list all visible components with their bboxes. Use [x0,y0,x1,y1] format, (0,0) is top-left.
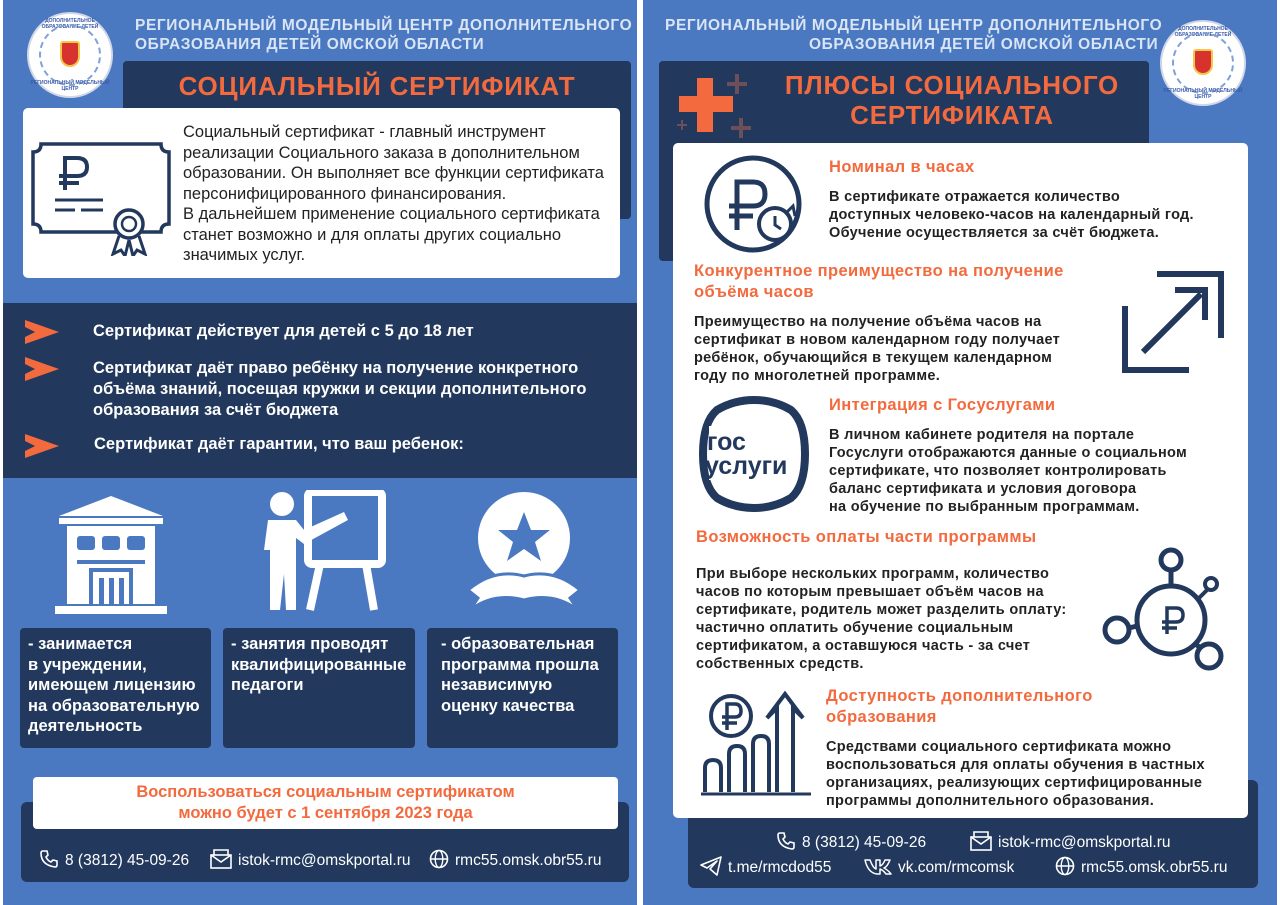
ruble-split-icon [1099,544,1227,681]
logo-top-text: ДОПОЛНИТЕЛЬНОЕ ОБРАЗОВАНИЕ ДЕТЕЙ [1174,26,1232,38]
guarantee-line: оценку качества [441,696,575,715]
benefit-text [694,313,1060,385]
globe-icon [429,849,449,869]
benefit-line: сертификате, родитель может разделить оплату: [696,602,1067,618]
intro-text [183,122,623,266]
benefit-line: ребёнок, обучающийся в текущем календарном [694,350,1053,366]
building-icon [55,494,167,621]
benefit-title-line: Интеграция с Госуслугами [829,396,1056,414]
vk-text: vk.com/rmcomsk [898,859,1015,876]
phone-icon [776,831,796,851]
teacher-board-icon [260,490,386,619]
logo-top-text: ДОПОЛНИТЕЛЬНОЕ ОБРАЗОВАНИЕ ДЕТЕЙ [41,18,99,30]
site-text: rmc55.omsk.obr55.ru [455,852,602,869]
benefit-title [826,686,1093,727]
guarantee-line: деятельность [28,717,143,735]
benefit-line: собственных средств. [696,656,864,672]
benefit-line: доступных человеко-часов на календарный год. [829,207,1194,223]
email-text: istok-rmc@omskportal.ru [238,852,411,869]
phone-text: 8 (3812) 45-09-26 [802,834,927,851]
guarantee-line: квалифицированные [231,655,407,674]
mail-icon [210,849,232,869]
ruble-clock-icon [703,152,807,261]
certificate-ruble-icon [31,130,171,261]
intro-line: станет возможно и для оплаты других социально [183,225,562,244]
bullet-1 [93,321,474,342]
benefit-title-line: Доступность дополнительного [826,687,1093,705]
benefit-text [696,565,1067,673]
mail-icon [970,831,992,851]
benefit-line: на обучение по выбранным программам. [829,499,1140,515]
left-header-line2: ОБРАЗОВАНИЯ ДЕТЕЙ ОМСКОЙ ОБЛАСТИ [135,36,485,53]
guarantee-card [427,628,618,748]
right-leaflet [643,0,1277,905]
guarantee-line: в учреждении, [28,655,147,674]
guarantee-line: программа прошла [441,655,599,674]
guarantee-line: - занятия проводят [231,635,389,653]
benefit-line: При выборе нескольких программ, количество [696,566,1050,582]
intro-line: значимых услуг. [183,246,306,264]
guarantee-card [20,628,211,748]
left-leaflet [3,0,637,905]
benefit-title-line: Конкурентное преимущество на получение [694,262,1064,280]
right-title-line: СЕРТИФИКАТА [850,100,1054,130]
intro-line: образовании. Он выполняет все функции сертификата [183,164,604,182]
benefit-line: В сертификате отражается количество [829,189,1121,205]
right-site[interactable] [1055,856,1227,878]
expand-arrow-icon [1121,270,1225,379]
globe-icon [1055,856,1075,876]
coat-of-arms-icon [1193,49,1213,75]
cta-line: можно будет с 1 сентября 2023 года [178,804,473,822]
intro-line: реализации Социального заказа в дополнительном [183,143,580,162]
benefit-line: Госуслуги отображаются данные о социальном [829,445,1188,461]
benefit-text [826,738,1205,810]
guarantee-card [223,628,415,748]
left-title: СОЦИАЛЬНЫЙ СЕРТИФИКАТ [178,71,576,101]
vk-icon [864,856,892,876]
benefit-title-line: образования [826,707,937,726]
bullet-line: объёма знаний, посещая кружки и секции дополнительного [93,380,587,398]
email-text: istok-rmc@omskportal.ru [998,834,1171,851]
right-logo [1160,20,1246,106]
guarantee-line: - образовательная [441,635,595,653]
right-email[interactable] [970,831,1170,853]
bullet-line: Сертификат даёт право ребёнку на получение конкретного [93,359,579,377]
benefit-title-line: объёма часов [694,282,814,301]
guarantee-line: имеющем лицензию [28,676,196,694]
right-title [771,70,1133,130]
left-site[interactable] [429,849,601,871]
plus-signs-icon [677,70,767,145]
benefit-line: организациях, реализующих сертифицированные [826,775,1203,791]
right-title-line: ПЛЮСЫ СОЦИАЛЬНОГО [784,70,1120,100]
benefit-title-line: Возможность оплаты части программы [696,528,1037,546]
left-phone[interactable] [39,849,189,871]
gosuslugi-text-top: гос [707,428,746,456]
right-telegram[interactable] [700,856,831,878]
award-star-icon [464,492,584,617]
benefit-title [694,261,1064,302]
left-logo [27,12,113,98]
phone-text: 8 (3812) 45-09-26 [65,852,190,869]
benefit-title [696,527,1036,548]
cta-box [33,777,618,829]
intro-line: В дальнейшем применение социального сертификата [183,205,600,223]
right-phone[interactable] [776,831,926,853]
cta-line: Воспользоваться социальным сертификатом [136,783,515,801]
benefit-line: частично оплатить обучение социальным [696,620,1014,636]
right-vk[interactable] [864,856,1014,878]
logo-bottom-text: РЕГИОНАЛЬНЫЙ МОДЕЛЬНЫЙ ЦЕНТР [30,80,110,92]
benefit-line: баланс сертификата и условия договора [829,481,1137,497]
benefit-line: часов по которым превышает объём часов на [696,584,1044,600]
telegram-icon [700,856,722,876]
bullet-line: Сертификат даёт гарантии, что ваш ребенок: [94,435,464,453]
guarantee-line: педагоги [231,676,304,694]
benefit-text [829,426,1187,516]
bullet-arrow-icon [25,320,59,344]
benefit-title [829,395,1055,416]
benefit-line: сертификат в новом календарном году получает [694,332,1061,348]
guarantee-line: - занимается [28,635,133,653]
benefit-line: Преимущество на получение объёма часов на [694,314,1042,330]
left-email[interactable] [210,849,410,871]
benefit-line: программы дополнительного образования. [826,793,1155,809]
ruble-growth-icon [701,688,813,801]
intro-line: Социальный сертификат - главный инструмент [183,123,546,141]
benefit-line: сертификате, что позволяет контролировать [829,463,1167,479]
bullet-arrow-icon [25,434,59,458]
gosuslugi-icon [699,396,809,517]
bullet-line: Сертификат действует для детей с 5 до 18 лет [93,322,474,340]
bullet-2 [93,358,586,421]
benefit-line: воспользоваться для оплаты обучения в частных [826,757,1205,773]
phone-icon [39,849,59,869]
benefit-title-line: Номинал в часах [829,158,975,176]
bullet-3 [94,434,464,455]
left-header-line1: РЕГИОНАЛЬНЫЙ МОДЕЛЬНЫЙ ЦЕНТР ДОПОЛНИТЕЛЬНОГО [135,17,633,34]
logo-bottom-text: РЕГИОНАЛЬНЫЙ МОДЕЛЬНЫЙ ЦЕНТР [1163,88,1243,100]
bullet-line: образования за счёт бюджета [93,401,339,419]
benefit-line: сертификатом, а оставшуюся часть - за счет [696,638,1031,654]
benefit-line: Средствами социального сертификата можно [826,739,1172,755]
benefit-line: В личном кабинете родителя на портале [829,427,1135,443]
benefit-line: году по многолетней программе. [694,368,941,384]
right-header-line1: РЕГИОНАЛЬНЫЙ МОДЕЛЬНЫЙ ЦЕНТР ДОПОЛНИТЕЛЬНОГО [665,17,1163,34]
intro-line: персонифицированного финансирования. [183,184,507,203]
benefit-title [829,157,975,178]
right-header-line2: ОБРАЗОВАНИЯ ДЕТЕЙ ОМСКОЙ ОБЛАСТИ [809,36,1159,53]
benefit-text [829,188,1194,242]
guarantee-line: на образовательную [28,696,200,715]
site-text: rmc55.omsk.obr55.ru [1081,859,1228,876]
coat-of-arms-icon [60,41,80,67]
bullet-arrow-icon [25,357,59,381]
guarantee-line: независимую [441,676,553,694]
benefit-line: Обучение осуществляется за счёт бюджета. [829,225,1160,241]
gosuslugi-text-bottom: услуги [705,452,788,480]
telegram-text: t.me/rmcdod55 [728,859,832,876]
